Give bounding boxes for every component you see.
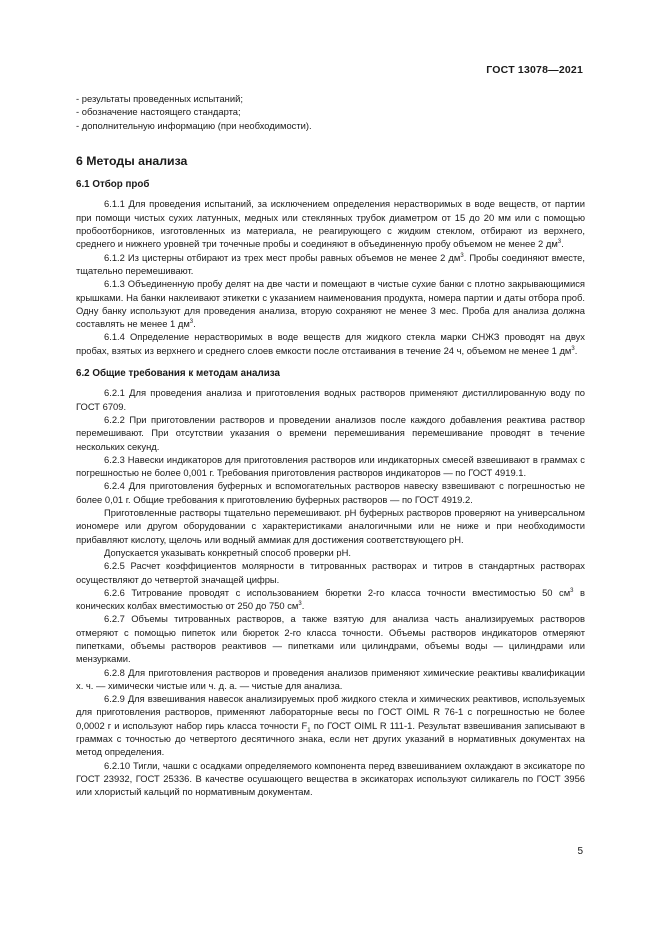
subscript: 1 (307, 727, 311, 734)
superscript: 3 (298, 600, 302, 607)
paragraph-text: 6.1.2 Из цистерны отбирают из трех мест пробы равных объемов не менее 2 дм (104, 251, 461, 263)
paragraph-6-1-3: 6.1.3 Объединенную пробу делят на две части и помещают в чистые сухие банки с плотно закрывающимися крышками. На банки наклеивают этикетки с указанием наименования продукта, номера партии и даты отбора проб. Одну банку используют для проведения анализа, вторую сохраняют не менее 3 мес. Проба для анализа должна составлять не менее 1 $дм^3$. (76, 278, 585, 330)
paragraph-text: 6.1.1 Для проведения испытаний, за исключением определения нерастворимых в воде веществ, от партии при помощи чистых сухих латунных, медных или стеклянных трубок диаметром от 15 до 20 мм или с помощью пробоотборников, изготовленных из материала, не реагирующего с жидким стеклом, отбирают из верхнего, среднего и нижнего уровней три точечные пробы и соединяют в объединенную пробу объемом не менее 2 дм (76, 198, 585, 250)
document-header-title: ГОСТ 13078—2021 (486, 64, 583, 76)
paragraph-6-1-2 (76, 251, 585, 278)
intro-list-item: - обозначение настоящего стандарта; (76, 106, 241, 118)
paragraph-6-1-4: 6.1.4 Определение нерастворимых в воде веществ для жидкого стекла марки СНЖЗ проводят на двух пробах, взятых из верхнего и среднего слоев емкости после отстаивания в течение 24 ч, объемом не менее 1 $дм^3$. (76, 331, 585, 356)
paragraph-text: 6.2.6 Титрование проводят с использованием бюретки 2-го класса точности вместимостью 50 см (104, 586, 571, 598)
paragraph-6-2-7: 6.2.7 Объемы титрованных растворов, а также взятую для анализа часть анализируемых растворов отмеряют с помощью пипеток или бюреток 2-го класса точности. Объемы растворов индикаторов отмеряют пипетками, объемы растворов реактивов — пипетками или цилиндрами, объемы воды — цилиндрами или мензурками. (76, 613, 585, 665)
paragraph-6-2-6: 6.2.6 Титрование проводят с использованием бюретки 2-го класса точности вместимостью 50 $см^3$ в конических колбах вместимостью от 250 до 750 $см^3$. (76, 586, 585, 612)
paragraph-6-2-1: 6.2.1 Для проведения анализа и приготовления водных растворов применяют дистиллированную воду по ГОСТ 6709. (76, 387, 585, 412)
paragraph-6-2-2: 6.2.2 При приготовлении растворов и проведении анализов после каждого добавления реактива раствор перемешивают. При отсутствии указания о времени перемешивания перемешивание проводят в течение нескольких секунд. (76, 413, 585, 452)
superscript: 3 (571, 345, 575, 352)
section-heading: 6 Методы анализа (76, 153, 188, 168)
subsection-heading: 6.1 Отбор проб (76, 179, 150, 191)
paragraph-6-2-3: 6.2.3 Навески индикаторов для приготовления растворов или индикаторных смесей взвешивают в граммах с погрешностью не более 0,001 г. Требования приготовления растворов индикаторов — по ГОСТ 4919.1. (76, 453, 585, 479)
paragraph-text: по ГОСТ OIML R 111-1. Результат взвешивания записывают в граммах с точностью до четвертого десятичного знака, если нет других указаний в нормативных документах на метод определения. (76, 719, 586, 758)
paragraph-6-2-4-ph: Приготовленные растворы тщательно перемешивают. pH буферных растворов проверяют на универсальном иономере или другом оборудовании с характеристиками аналогичными или не ниже и при необходимости прибавляют кислоту, щелочь или водный аммиак для достижения соответствующего pH. (76, 507, 585, 545)
paragraph-6-2-4-note: Допускается указывать конкретный способ проверки pH. (104, 546, 351, 558)
superscript: 3 (557, 239, 562, 246)
superscript: 3 (189, 319, 194, 326)
intro-list-item: - результаты проведенных испытаний; (76, 93, 243, 104)
superscript: 3 (460, 252, 464, 259)
superscript: 3 (570, 587, 574, 594)
paragraph-6-2-8: 6.2.8 Для приготовления растворов и проведения анализов применяют химические реактивы квалификации х. ч. — химически чистые или ч. д. а. — чистые для анализа. (76, 666, 585, 691)
paragraph-6-1-1: 6.1.1 Для проведения испытаний, за исключением определения нерастворимых в воде веществ, от партии при помощи чистых сухих латунных, медных или стеклянных трубок диаметром от 15 до 20 мм или с помощью пробоотборников, изготовленных из материала, не реагирующего с жидким стеклом, отбирают из верхнего, среднего и нижнего уровней три точечные пробы и соединяют в объединенную пробу объемом не менее 2 $дм^3$. (76, 198, 585, 250)
subsection-heading: 6.2 Общие требования к методам анализа (76, 368, 280, 380)
paragraph-text: . Пробы соединяют вместе, тщательно перемешивают. (76, 251, 585, 276)
paragraph-6-2-10: 6.2.10 Тигли, чашки с осадками определяемого компонента перед взвешиванием охлаждают в эксикаторе по ГОСТ 23932, ГОСТ 25336. В качестве осушающего вещества в эксикаторах используют силикагель по ГОСТ 3956 или хлористый кальций по нормативным документам. (76, 759, 585, 798)
paragraph-text: в конических колбах вместимостью от 250 до 750 см (76, 586, 585, 612)
paragraph-6-2-5: 6.2.5 Расчет коэффициентов молярности в титрованных растворах и титров в стандартных растворах осуществляют до четвертой значащей цифры. (76, 560, 585, 585)
paragraph-text: 6.1.4 Определение нерастворимых в воде веществ для жидкого стекла марки СНЖЗ проводят на двух пробах, взятых из верхнего и среднего слоев емкости после отстаивания в течение 24 ч, объемом не менее 1 дм (76, 331, 585, 356)
page-number: 5 (577, 846, 583, 857)
document-body (76, 92, 585, 799)
paragraph-text: 6.2.9 Для взвешивания навесок анализируемых проб жидкого стекла и химических реактивов, используемых для приготовления растворов, применяют лабораторные весы по ГОСТ OIML R 76-1 с погрешностью не более 0,0002 г и используют набор гирь класса точности F (76, 693, 585, 731)
intro-list-item: - дополнительную информацию (при необходимости). (76, 119, 312, 131)
paragraph-6-2-9 (76, 692, 585, 758)
paragraph-text: 6.1.3 Объединенную пробу делят на две части и помещают в чистые сухие банки с плотно закрывающимися крышками. На банки наклеивают этикетки с указанием наименования продукта, номера партии и даты отбора проб. Одну банку используют для проведения анализа, вторую сохраняют не менее 3 мес. Проба для анализа должна составлять не менее 1 дм (76, 278, 585, 330)
paragraph-6-2-4: 6.2.4 Для приготовления буферных и вспомогательных растворов навеску взвешивают с погрешностью не более 0,01 г. Общие требования к приготовлению буферных растворов — по ГОСТ 4919.2. (76, 480, 585, 505)
